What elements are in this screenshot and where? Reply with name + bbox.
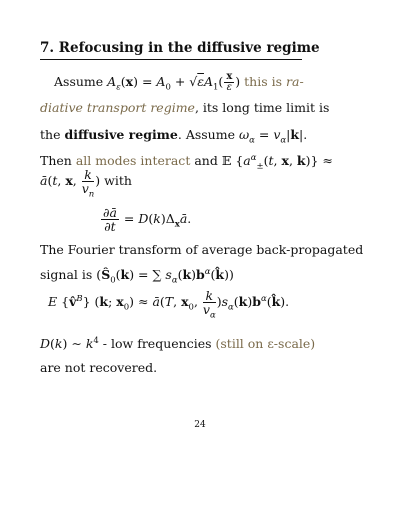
diffusion-equation: $\frac{\partial ā}{\partial t}$ = $D(k)\Delta_xā$.: [103, 205, 192, 234]
fourier-line-2: [40, 266, 234, 286]
omega-formula: $\omega_\alpha = v_\alpha|k|$.: [238, 127, 308, 146]
and-word: and: [194, 153, 218, 168]
signal-formula: ($Ŝ_0(k)$ = ∑ $s_\alpha(k)b^\alpha(k̂)$): [96, 266, 234, 286]
not-recovered-line: are not recovered.: [40, 360, 158, 375]
signal-is-text: signal is: [40, 267, 93, 282]
dk-formula: D(k) ∼ $k^4$: [40, 335, 99, 351]
expectation-equation: E {v̂$^B$} (k; $x_0$) ≈ ā(T, $x_0$, $\frac{k}{v_\alpha}$ )$s_\alpha(k)b^\alpha(k̂)$.: [48, 288, 290, 321]
fourier-line-1: The Fourier transform of average back-propagated: [40, 242, 364, 257]
the-word: the: [40, 127, 61, 142]
abar-formula: ā(t, x, $\frac{k}{v_n}$ ): [40, 167, 101, 200]
interact-line: [40, 152, 333, 172]
assume-line-3: [40, 127, 308, 146]
all-modes-interact: all modes interact: [75, 153, 191, 168]
dk-line: [40, 336, 315, 351]
assume-word: Assume: [54, 74, 104, 89]
low-frequencies-text: - low frequencies: [102, 336, 212, 351]
then-word: Then: [40, 153, 72, 168]
with-word: with: [104, 173, 132, 188]
long-time-limit-text: , its long time limit is: [194, 100, 330, 115]
expectation-formula: 𝔼 {$a^\alpha_\pm(t$, x, k)} ≈: [221, 152, 333, 172]
radiative-transport-regime: diative transport regime: [40, 100, 195, 115]
section-heading: 7. Refocusing in the diffusive regime: [40, 40, 302, 60]
still-on-eps-scale: (still on ε-scale): [215, 336, 316, 351]
assume-formula: $A_\varepsilon(x) = A_0 + √\varepsilon A_1$( $\frac{x}{\varepsilon}$ ): [107, 71, 241, 93]
assume-line-2: [40, 100, 329, 115]
page-number: 24: [194, 420, 206, 430]
this-is-text: this is: [244, 74, 287, 89]
diffusive-regime-bold: diffusive regime: [64, 127, 178, 142]
assume-word-2: . Assume: [177, 127, 235, 142]
radiative-italic-part1: ra-: [286, 74, 304, 89]
assume-line-1: [40, 72, 304, 93]
abar-line: [40, 167, 132, 200]
